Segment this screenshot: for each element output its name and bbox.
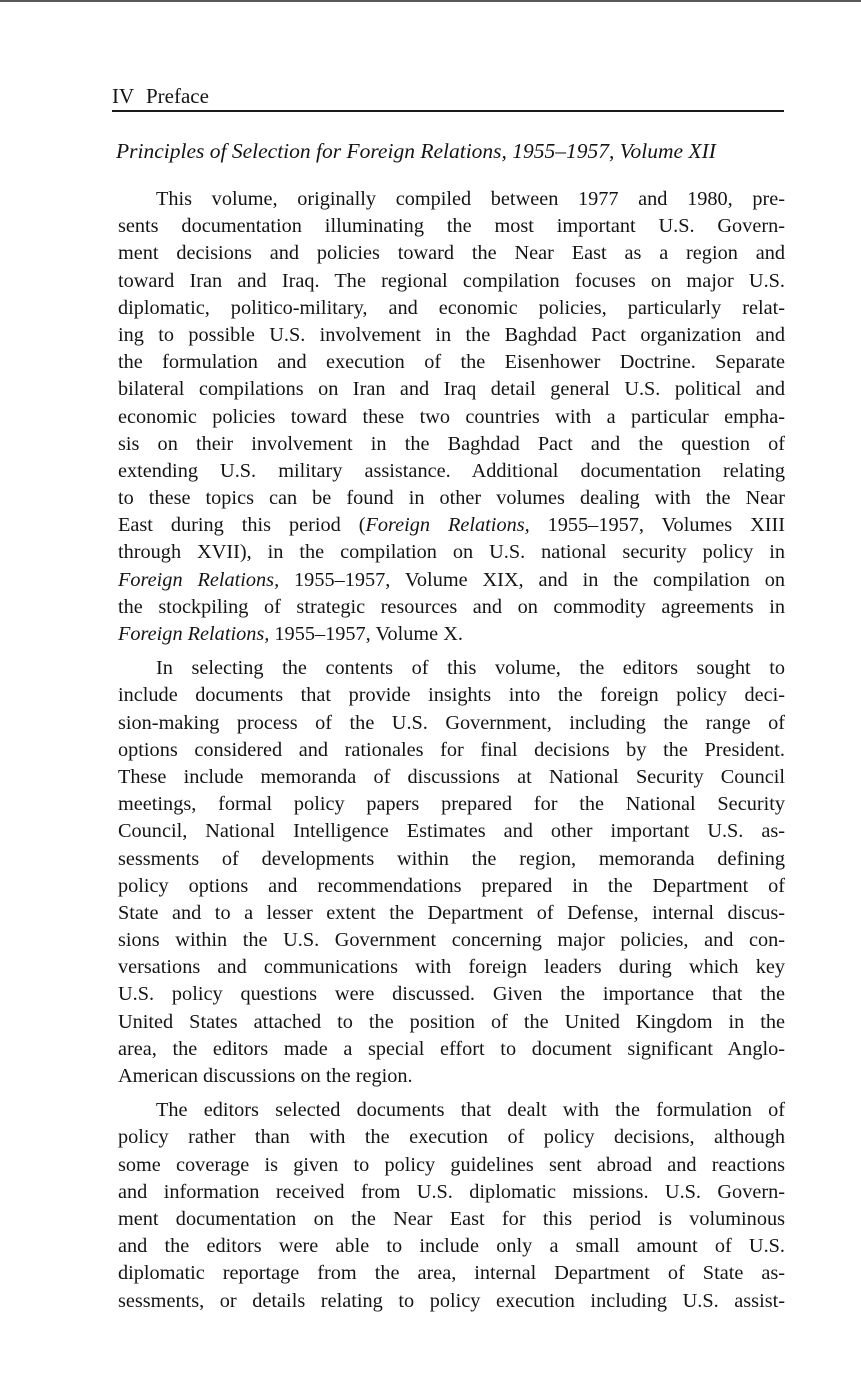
paragraph-gap	[118, 648, 785, 655]
paragraph-3-line: The editors selected documents that dealt with the formulation of	[156, 1099, 785, 1122]
paragraph-2-line: American discussions on the region.	[118, 1065, 413, 1087]
paragraph-1-line: extending U.S. military assistance. Additional documentation relating	[118, 459, 785, 482]
paragraph-1-line: ment decisions and policies toward the Near East as a region and	[118, 242, 785, 265]
paragraph-1-line: through XVII), in the compilation on U.S. national security policy in	[118, 541, 785, 564]
paragraph-2-line: State and to a lesser extent the Department of Defense, internal discus-	[118, 901, 785, 924]
paragraph-3-line: policy rather than with the execution of policy decisions, although	[118, 1126, 785, 1149]
book-title-italic: Foreign Relations,	[118, 623, 270, 645]
paragraph-1-line: sis on their involvement in the Baghdad Pact and the question of	[118, 432, 785, 455]
paragraph-2-line: sessments of developments within the region, memoranda defining	[118, 847, 785, 870]
paragraph-1-line: bilateral compilations on Iran and Iraq detail general U.S. political and	[118, 378, 785, 401]
body-text	[118, 186, 785, 1315]
paragraph-2-line: sion-making process of the U.S. Government, including the range of	[118, 711, 785, 734]
book-title-italic: Foreign Relations,	[365, 514, 530, 537]
paragraph-2-line: meetings, formal policy papers prepared for the National Security	[118, 793, 785, 816]
paragraph-2-line: versations and communications with foreign leaders during which key	[118, 956, 785, 979]
paragraph-2-line: These include memoranda of discussions at National Security Council	[118, 765, 785, 788]
paragraph-3-line: sessments, or details relating to policy execution including U.S. assist-	[118, 1289, 785, 1312]
paragraph-3-line: and the editors were able to include only a small amount of U.S.	[118, 1235, 785, 1258]
paragraph-1-line: the stockpiling of strategic resources and on commodity agreements in	[118, 595, 785, 618]
book-title-italic: Foreign Relations,	[118, 568, 280, 591]
paragraph-gap	[118, 1090, 785, 1097]
paragraph-1-line: the formulation and execution of the Eisenhower Doctrine. Separate	[118, 351, 785, 374]
paragraph-2-line: options considered and rationales for final decisions by the President.	[118, 738, 785, 761]
page-number: IV	[112, 84, 135, 108]
paragraph-1-line: toward Iran and Iraq. The regional compilation focuses on major U.S.	[118, 269, 785, 292]
paragraph-3-line: some coverage is given to policy guidelines sent abroad and reactions	[118, 1153, 785, 1176]
paragraph-2-line: sions within the U.S. Government concerning major policies, and con-	[118, 929, 785, 952]
paragraph-1-line: Foreign Relations, 1955–1957, Volume X.	[118, 623, 463, 645]
paragraph-1-line: Foreign Relations, 1955–1957, Volume XIX, and in the compilation on	[118, 568, 785, 591]
paragraph-1-line: economic policies toward these two countries with a particular empha-	[118, 405, 785, 428]
paragraph-2-line: include documents that provide insights into the foreign policy deci-	[118, 684, 785, 707]
paragraph-2-line: In selecting the contents of this volume, the editors sought to	[156, 657, 785, 680]
paragraph-1-line: East during this period (Foreign Relations, 1955–1957, Volumes XIII	[118, 514, 785, 537]
section-title: Principles of Selection for Foreign Relations, 1955–1957, Volume XII	[116, 139, 716, 163]
paragraph-3-line: and information received from U.S. diplomatic missions. U.S. Govern-	[118, 1180, 785, 1203]
paragraph-1-line: ing to possible U.S. involvement in the Baghdad Pact organization and	[118, 323, 785, 346]
paragraph-1-line: This volume, originally compiled between 1977 and 1980, pre-	[156, 188, 785, 210]
paragraph-2-line: area, the editors made a special effort to document significant Anglo-	[118, 1037, 785, 1060]
running-head-section: Preface	[146, 84, 209, 108]
paragraph-1-line: sents documentation illuminating the most important U.S. Govern-	[118, 215, 785, 238]
paragraph-1-line: diplomatic, politico-military, and economic policies, particularly relat-	[118, 296, 785, 319]
paragraph-2-line: United States attached to the position of the United Kingdom in the	[118, 1010, 785, 1033]
paragraph-3-line: ment documentation on the Near East for this period is voluminous	[118, 1207, 785, 1230]
paragraph-2-line: policy options and recommendations prepared in the Department of	[118, 874, 785, 897]
running-head	[112, 82, 784, 112]
paragraph-3-line: diplomatic reportage from the area, internal Department of State as-	[118, 1262, 785, 1285]
paragraph-2-line: U.S. policy questions were discussed. Given the importance that the	[118, 983, 785, 1006]
paragraph-1-line: to these topics can be found in other volumes dealing with the Near	[118, 487, 785, 510]
scan-top-edge	[0, 0, 861, 2]
paragraph-2-line: Council, National Intelligence Estimates and other important U.S. as-	[118, 820, 785, 843]
